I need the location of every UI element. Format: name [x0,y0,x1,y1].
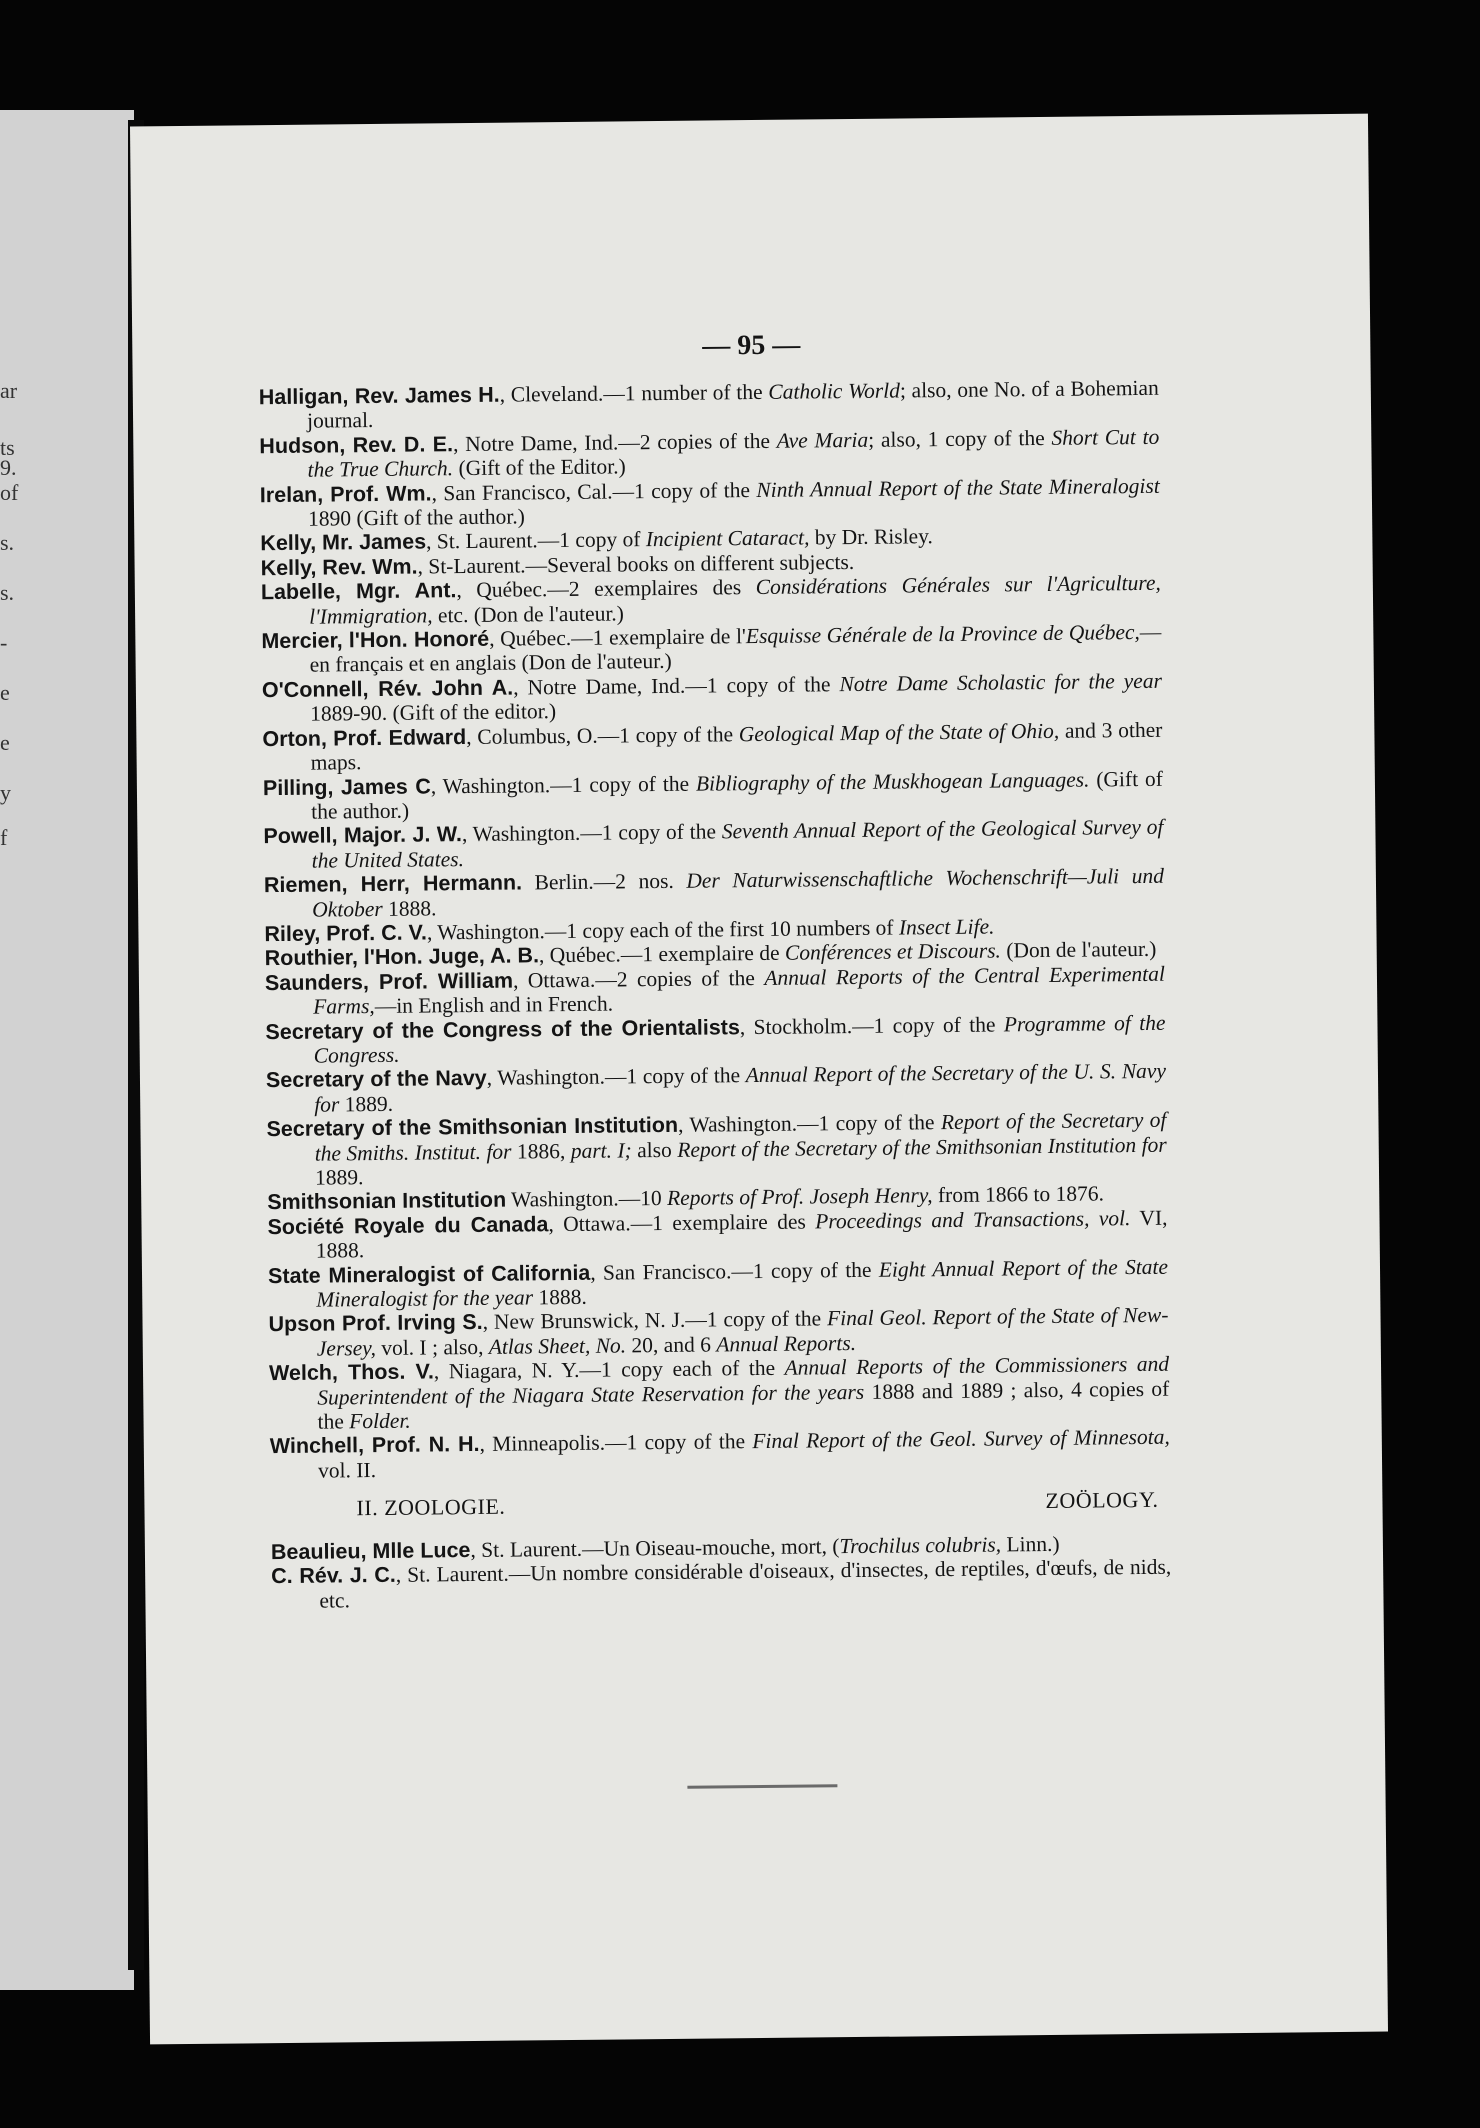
donation-title: Ninth Annual Report of the State Mineralogist [756,473,1160,502]
edge-fragment: y [0,780,11,805]
donation-text: 1890 (Gift of the author.) [307,504,525,531]
donation-title: Conférences et Discours. [784,938,1001,966]
donation-title: Annual Reports of the Commissioners and Superintendent of the Niagara State Reservation for the years [317,1351,1170,1410]
donor-name: State Mineralogist of California [267,1260,591,1288]
donation-text: —in English and in French. [374,991,614,1019]
donation-text: 1888. [382,895,437,921]
donation-text: vol. II. [317,1457,377,1483]
donation-text: , Cleveland.—1 number of the [499,379,769,407]
donations-list [259,376,1172,1613]
donation-text: , St. Laurent.—Un nombre considérable d'oiseaux, d'insectes, de reptiles, d'œufs, de nids, etc. [319,1554,1172,1613]
donation-title: Report of the Secretary of the Smiths. Institut. for [314,1107,1167,1166]
donation-title: Programme of the Congress. [313,1010,1166,1068]
donation-title: Notre Dame Scholastic for the year [839,668,1162,697]
donation-text: , San Francisco, Cal.—1 copy of the [431,477,757,506]
donation-title: Final Report of the Geol. Survey of Minnesota, [752,1425,1170,1454]
donor-name: Welch, Thos. V. [268,1359,434,1386]
donor-name: Orton, Prof. Edward [262,724,467,751]
donation-text: from 1866 to 1876. [932,1181,1105,1208]
donation-text: 1889-90. (Gift of the editor.) [310,699,557,726]
donation-text: (Don de l'auteur.) [1000,937,1157,963]
edge-fragment: e [0,680,10,705]
donation-text: , Québec.—2 exemplaires des [456,575,756,603]
donation-title: Folder. [349,1408,411,1434]
edge-fragment: s. [0,530,15,555]
donation-text: 1888. [532,1284,587,1310]
donation-text: , St-Laurent.—Several books on different subjects. [417,549,855,579]
donation-title: Reports of Prof. Joseph Henry, [666,1183,933,1211]
donation-title: Short Cut to the True Church. [307,424,1160,482]
donor-name: Kelly, Rev. Wm. [260,554,418,581]
donation-text: 1886, [511,1138,571,1164]
donation-title: Annual Reports of the Central Experimental Farms, [313,961,1166,1019]
donor-name: Irelan, Prof. Wm. [259,481,432,507]
donation-text: 1889. [339,1091,394,1117]
donation-text: —en français et en anglais (Don de l'auteur.) [309,619,1162,678]
end-rule [687,1784,837,1789]
section-heading [356,1488,1158,1521]
donation-title: Der Naturwissenschaftliche Wochenschrift—Juli und Oktober [312,863,1165,922]
left-facing-page-edge [0,110,134,1990]
donation-title: Eight Annual Report of the State Mineralogist for the year [316,1254,1169,1312]
donation-entry [270,1425,1170,1483]
donation-text: also [631,1137,678,1162]
donation-text: Linn.) [1000,1531,1060,1557]
donation-text: , Notre Dame, Ind.—1 copy of the [513,672,840,700]
donor-name: Routhier, l'Hon. Juge, A. B. [264,943,540,971]
donation-text: (Gift of the author.) [311,766,1163,824]
donation-text: , Ottawa.—2 copies of the [512,965,765,993]
donation-text: , Stockholm.—1 copy of the [739,1011,1004,1039]
donation-title: Annual Report of the Secretary of the U. S. Navy for [314,1059,1167,1117]
donor-name: Powell, Major. J. W. [263,822,463,849]
donation-text: , Washington.—1 copy of the [430,771,697,798]
donor-name: Riemen, Herr, Hermann. [263,870,523,898]
donation-text: , New Brunswick, N. J.—1 copy of the [482,1306,828,1335]
donor-name: Secretary of the Congress of the Orientalists [265,1014,740,1044]
donor-name: Secretary of the Smithsonian Institution [266,1113,679,1142]
edge-fragment: e [0,730,10,755]
donation-text: (Gift of the Editor.) [452,454,626,481]
donation-title: Atlas Sheet, No. [488,1333,627,1359]
donation-title: Esquisse Générale de la Province de Québec, [745,620,1140,649]
donor-name: O'Connell, Rév. John A. [261,675,514,703]
donor-name: C. Rév. J. C. [271,1562,396,1589]
donor-name: Saunders, Prof. William [264,968,514,995]
donation-text: Washington.—10 [506,1186,668,1213]
donation-text: , Washington.—1 copy of the [461,819,722,847]
donation-title: Annual Reports. [716,1330,857,1357]
donation-text: , San Francisco.—1 copy of the [590,1257,879,1285]
donation-text: 1888 and 1889 ; also, 4 copies of the [317,1376,1170,1434]
donor-name: Secretary of the Navy [265,1066,487,1093]
donation-text: , Washington.—1 copy each of the first 10 numbers of [426,915,900,945]
donor-name: Upson Prof. Irving S. [268,1310,483,1337]
donation-text: ; also, 1 copy of the [868,425,1052,452]
edge-fragment: ar [0,378,18,403]
donation-entry [269,1352,1170,1435]
donor-name: Labelle, Mgr. Ant. [260,578,457,605]
donation-title: Geological Map of the State of Ohio, [738,718,1060,746]
donation-text: , Ottawa.—1 exemplaire des [548,1209,816,1237]
donation-text: and 3 other maps. [310,717,1163,775]
donation-title: Catholic World [768,378,901,404]
donation-title: Insect Life. [898,914,995,940]
donation-title: Report of the Secretary of the Smithsonian Institution for [677,1132,1167,1162]
donation-text: VI, 1888. [315,1205,1168,1263]
donation-entry [266,1108,1167,1191]
edge-fragment: 9. [0,455,17,480]
donor-name: Hudson, Rev. D. E. [259,431,454,459]
donation-text: ; also, one No. of a Bohemian journal. [306,375,1159,434]
donation-title: Seventh Annual Report of the Geological Survey of the United States. [311,815,1164,873]
edge-fragment: ts [0,435,15,460]
edge-fragment: f [0,825,8,850]
donation-text: Berlin.—2 nos. [521,868,687,895]
donation-title: Incipient Cataract, [645,525,810,552]
donation-text: , St. Laurent.—Un Oiseau-mouche, mort, ( [470,1533,840,1562]
donor-name: Pilling, James C [262,773,431,800]
section-heading-french: II. ZOOLOGIE. [356,1493,506,1521]
donation-title: Bibliography of the Muskhogean Languages. [695,767,1090,796]
donor-name: Société Royale du Canada [267,1212,549,1239]
donation-text: , Columbus, O.—1 copy of the [466,721,739,749]
donation-text: 20, and 6 [625,1332,717,1358]
donor-name: Riley, Prof. C. V. [264,920,428,947]
donation-text: , St. Laurent.—1 copy of [425,527,646,554]
donation-text: , Québec.—1 exemplaire de l' [489,624,746,651]
page-number: — 95 — [702,329,801,362]
donation-text: etc. (Don de l'auteur.) [432,601,625,628]
donation-text: , Niagara, N. Y.—1 copy each of the [433,1355,785,1384]
donation-title: Considérations Générales sur l'Agriculture, l'Immigration, [309,571,1161,629]
donation-title: part. I; [570,1137,632,1163]
donor-name: Kelly, Mr. James [260,529,427,556]
donation-title: Proceedings and Transactions, vol. [815,1205,1131,1234]
edge-fragment: - [0,630,8,655]
donation-entry [271,1555,1171,1613]
donations-list-top [259,376,1170,1484]
donation-text: , Washington.—1 copy of the [486,1063,746,1091]
donor-name: Smithsonian Institution [267,1188,507,1215]
donation-text: 1889. [314,1165,364,1190]
donation-text: by Dr. Risley. [809,524,934,550]
edge-fragment: of [0,480,19,505]
donation-title: Final Geol. Report of the State of New-Jersey, [316,1303,1169,1361]
book-page [130,114,1388,2045]
donation-title: Ave Maria [776,427,869,453]
donations-list-zoology [271,1530,1172,1613]
donor-name: Winchell, Prof. N. H. [269,1432,480,1459]
donor-name: Halligan, Rev. James H. [258,382,500,410]
edge-fragment: s. [0,580,15,605]
donation-text: , Notre Dame, Ind.—2 copies of the [452,428,777,456]
donation-text: , Washington.—1 copy of the [677,1110,942,1138]
donor-name: Mercier, l'Hon. Honoré [261,626,490,654]
donation-text: , Minneapolis.—1 copy of the [479,1429,753,1457]
donation-text: , Québec.—1 exemplaire de [538,941,786,968]
section-heading-english: ZOÖLOGY. [1045,1487,1159,1514]
donation-title: Trochilus colubris, [839,1532,1002,1558]
donor-name: Beaulieu, Mlle Luce [270,1537,471,1564]
donation-text: vol. I ; also, [375,1334,489,1360]
